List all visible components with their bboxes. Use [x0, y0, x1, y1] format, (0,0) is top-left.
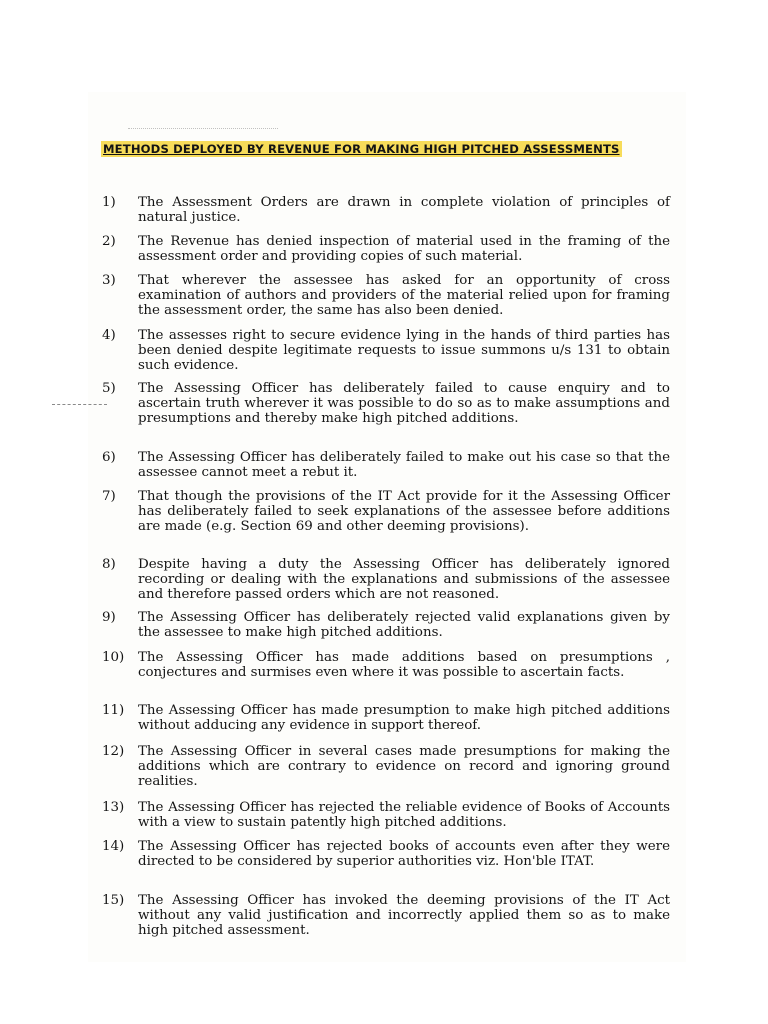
list-item [102, 703, 670, 733]
list-item [102, 489, 670, 535]
item-number: 14) [102, 839, 125, 854]
list-item [102, 893, 670, 939]
list-item [102, 381, 670, 427]
item-text: That though the provisions of the IT Act provide for it the Assessing Officer has deliberately failed to seek explanations of the assessee before additions are made (e.g. Section 69 and other deeming provisions). [138, 489, 670, 535]
scan-artifact [128, 128, 278, 135]
heading-highlight: METHODS DEPLOYED BY REVENUE FOR MAKING HIGH PITCHED ASSESSMENTS [103, 142, 620, 156]
list-item [102, 450, 670, 480]
item-text: The Assessing Officer in several cases made presumptions for making the additions which are contrary to evidence on record and ignoring ground realities. [138, 744, 670, 790]
list-item [102, 273, 670, 319]
item-text: The Assessing Officer has made additions based on presumptions , conjectures and surmises even where it was possible to ascertain facts. [138, 650, 670, 681]
item-text: The Assessing Officer has deliberately failed to cause enquiry and to ascertain truth wherever it was possible to do so as to make assumptions and presumptions and thereby make high pitched additions. [138, 381, 670, 427]
item-text: The Assessment Orders are drawn in complete violation of principles of natural justice. [138, 195, 670, 226]
item-number: 6) [102, 450, 116, 465]
item-text: The Assessing Officer has rejected books of accounts even after they were directed to be considered by superior authorities viz. Hon'ble ITAT. [138, 839, 670, 870]
list-item [102, 610, 670, 640]
item-text: The Assessing Officer has deliberately failed to make out his case so that the assessee cannot meet a rebut it. [138, 450, 670, 481]
item-text: The Assessing Officer has invoked the deeming provisions of the IT Act without any valid justification and incorrectly applied them so as to make high pitched assessment. [138, 893, 670, 939]
item-number: 2) [102, 234, 116, 249]
item-text: The Assessing Officer has rejected the reliable evidence of Books of Accounts with a view to sustain patently high pitched additions. [138, 800, 670, 831]
item-text: The Assessing Officer has deliberately rejected valid explanations given by the assessee to make high pitched additions. [138, 610, 670, 641]
item-number: 15) [102, 893, 125, 908]
margin-mark [52, 404, 107, 405]
list-item [102, 234, 670, 264]
list-item [102, 800, 670, 830]
item-text: That wherever the assessee has asked for an opportunity of cross examination of authors and providers of the material relied upon for framing the assessment order, the same has also been denied. [138, 273, 670, 319]
list-item [102, 195, 670, 225]
item-number: 4) [102, 328, 116, 343]
item-number: 11) [102, 703, 125, 718]
document-heading [101, 141, 669, 157]
list-item [102, 328, 670, 374]
item-number: 5) [102, 381, 116, 396]
item-number: 3) [102, 273, 116, 288]
item-number: 8) [102, 557, 116, 572]
item-number: 10) [102, 650, 125, 665]
item-text: Despite having a duty the Assessing Officer has deliberately ignored recording or dealing with the explanations and submissions of the assessee and therefore passed orders which are not reasoned. [138, 557, 670, 603]
item-number: 9) [102, 610, 116, 625]
list-item [102, 839, 670, 869]
item-text: The Revenue has denied inspection of material used in the framing of the assessment order and providing copies of such material. [138, 234, 670, 265]
item-number: 13) [102, 800, 125, 815]
list-item [102, 744, 670, 790]
item-text: The assesses right to secure evidence lying in the hands of third parties has been denied despite legitimate requests to issue summons u/s 131 to obtain such evidence. [138, 328, 670, 374]
item-number: 12) [102, 744, 125, 759]
item-number: 7) [102, 489, 116, 504]
list-item [102, 557, 670, 603]
item-text: The Assessing Officer has made presumption to make high pitched additions without adducing any evidence in support thereof. [138, 703, 670, 734]
list-item [102, 650, 670, 680]
item-number: 1) [102, 195, 116, 210]
